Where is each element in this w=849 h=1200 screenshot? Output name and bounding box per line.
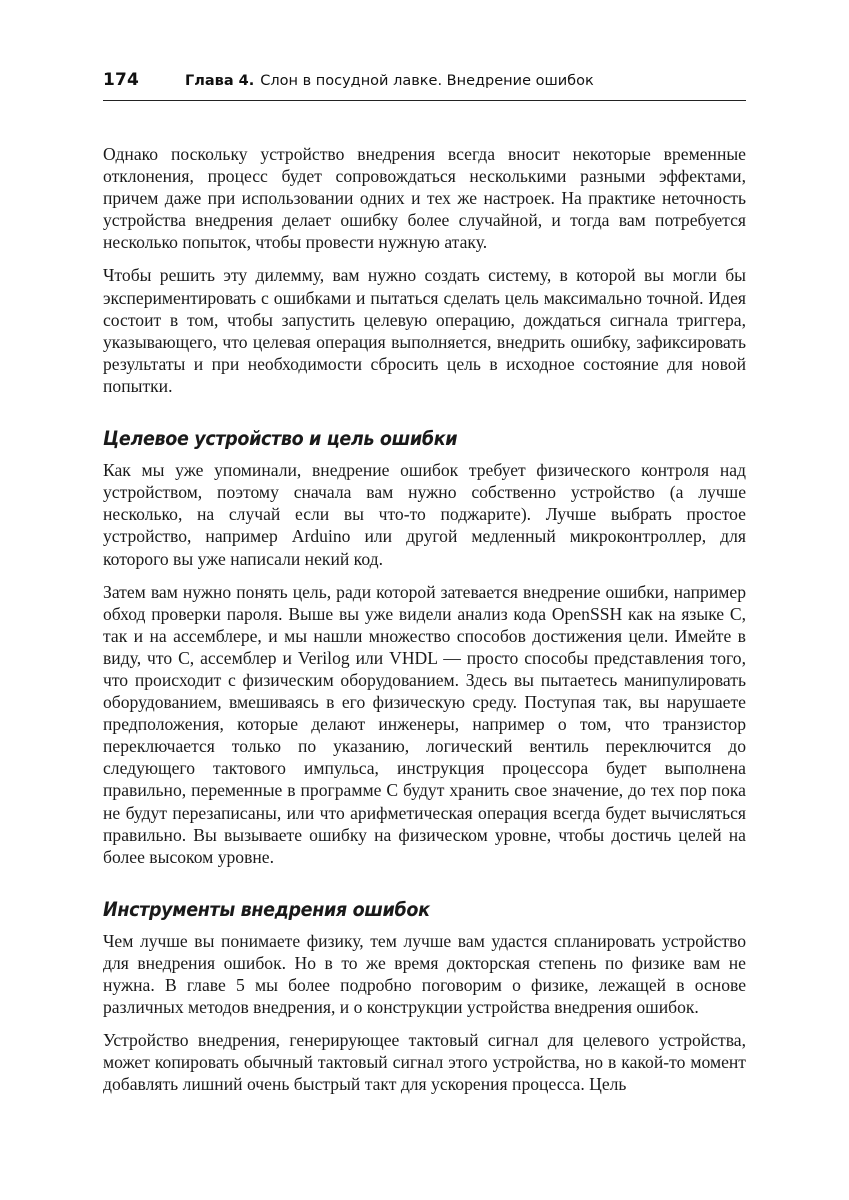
running-header [103,70,746,101]
paragraph: Однако поскольку устройство внедрения всегда вносит некоторые временные отклонения, процесс будет сопровождаться несколькими разными эффектами, причем даже при использовании одних и тех же настроек. На практике неточность устройства внедрения делает ошибку более случайной, и тогда вам потребуется несколько попыток, чтобы провести нужную атаку. [103,144,746,253]
page-number: 174 [103,70,140,90]
section-heading: Инструменты внедрения ошибок [103,897,430,921]
body-text [103,143,746,1096]
paragraph: Затем вам нужно понять цель, ради которой затевается внедрение ошибки, например обход проверки пароля. Выше вы уже видели анализ кода OpenSSH как на языке C, так и на ассемблере, и мы нашли множество способов достижения цели. Имейте в виду, что C, ассемблер и Verilog или VHDL — просто способы представления того, что происходит с физическим оборудованием. Здесь вы пытаетесь манипулировать оборудованием, вмешиваясь в его физическую среду. Поступая так, вы нарушаете предположения, которые делают инженеры, например о том, что транзистор переключается только по указанию, логический вентиль переключится до следующего тактового импульса, инструкция процессора будет выполнена правильно, переменные в программе C будут хранить свое значение, до тех пор пока не будут перезаписаны, или что арифметическая операция всегда будет вычисляться правильно. Вы вызываете ошибку на физическом уровне, чтобы достичь целей на более высоком уровне. [103,581,746,867]
section-heading: Целевое устройство и цель ошибки [103,427,458,451]
chapter-label: Глава 4. [185,73,255,89]
paragraph: Устройство внедрения, генерирующее тактовый сигнал для целевого устройства, может копировать обычный тактовый сигнал этого устройства, но в какой-то момент добавлять лишний очень быстрый такт для ускорения процесса. Цель [103,1030,746,1095]
book-page [103,70,746,1107]
paragraph: Как мы уже упоминали, внедрение ошибок требует физического контроля над устройством, поэтому сначала вам нужно собственно устройство (а лучше несколько, на случай если вы что-то поджарите). Лучше выбрать простое устройство, например Arduino или другой медленный микроконтроллер, для которого вы уже написали некий код. [103,460,746,569]
paragraph: Чтобы решить эту дилемму, вам нужно создать систему, в которой вы могли бы экспериментировать с ошибками и пытаться сделать цель максимально точной. Идея состоит в том, чтобы запустить целевую операцию, дождаться сигнала триггера, указывающего, что целевая операция выполняется, внедрить ошибку, зафиксировать результаты и при необходимости сбросить цель в исходное состояние для новой попытки. [103,265,746,396]
chapter-title: Слон в посудной лавке. Внедрение ошибок [260,73,594,89]
paragraph: Чем лучше вы понимаете физику, тем лучше вам удастся спланировать устройство для внедрения ошибок. Но в то же время докторская степень по физике вам не нужна. В главе 5 мы более подробно поговорим о физике, лежащей в основе различных методов внедрения, и о конструкции устройства внедрения ошибок. [103,930,746,1018]
